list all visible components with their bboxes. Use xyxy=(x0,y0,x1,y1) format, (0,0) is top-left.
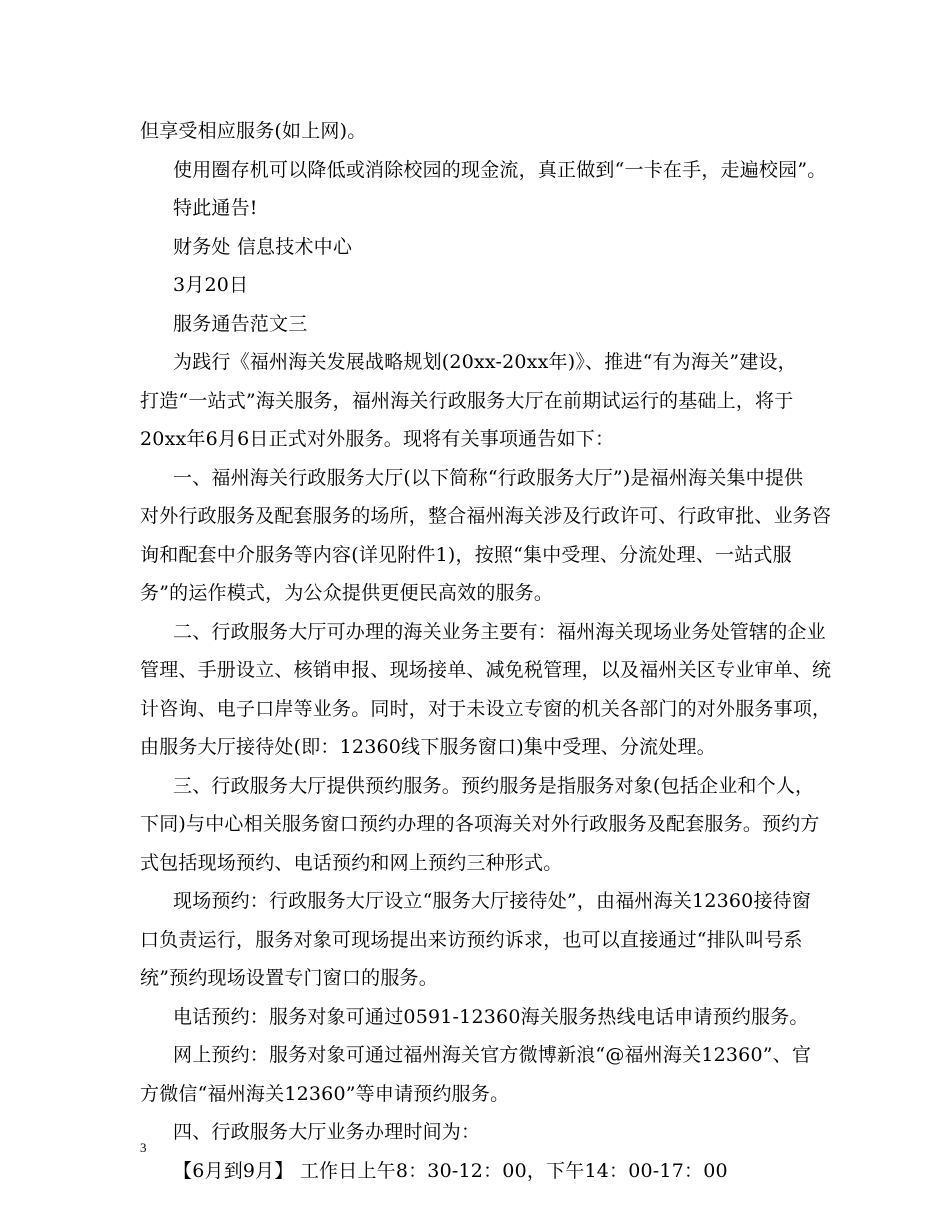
document-body xyxy=(140,112,832,1190)
section-title: 服务通告范文三 xyxy=(173,312,308,335)
text-line: 20xx年6月6日正式对外服务。现将有关事项通告如下： xyxy=(140,428,615,450)
text-line: 由服务大厅接待处(即：12360线下服务窗口)集中受理、分流处理。 xyxy=(140,736,716,758)
text-line: 二、行政服务大厅可办理的海关业务主要有：福州海关现场业务处管辖的企业 xyxy=(173,620,826,643)
text-line: 为践行《福州海关发展战略规划(20xx-20xx年)》、推进“有为海关”建设， xyxy=(173,351,797,373)
text-line: 式包括现场预约、电话预约和网上预约三种形式。 xyxy=(140,851,563,874)
text-line: 使用圈存机可以降低或消除校园的现金流，真正做到“一卡在手，走遍校园”。 xyxy=(173,158,827,181)
text-line: 财务处 信息技术中心 xyxy=(173,235,353,258)
text-line: 现场预约：行政服务大厅设立“服务大厅接待处”，由福州海关12360接待窗 xyxy=(173,890,812,912)
text-line: 统”预约现场设置专门窗口的服务。 xyxy=(140,967,438,989)
text-line: 口负责运行，服务对象可现场提出来访预约诉求，也可以直接通过“排队叫号系 xyxy=(140,928,803,951)
text-line: 电话预约：服务对象可通过0591-12360海关服务热线电话申请预约服务。 xyxy=(173,1005,809,1028)
text-line: 3月20日 xyxy=(173,274,249,296)
text-line: 三、行政服务大厅提供预约服务。预约服务是指服务对象(包括企业和个人， xyxy=(173,774,815,797)
text-line: 网上预约：服务对象可通过福州海关官方微博新浪“@福州海关12360”、官 xyxy=(173,1044,812,1066)
page-number: 3 xyxy=(140,1140,147,1155)
text-line: 询和配套中介服务等内容(详见附件1)，按照“集中受理、分流处理、一站式服 xyxy=(140,543,792,566)
text-line: 但享受相应服务(如上网)。 xyxy=(140,120,367,142)
text-line: 打造“一站式”海关服务，福州海关行政服务大厅在前期试运行的基础上，将于 xyxy=(140,389,794,412)
text-line: 对外行政服务及配套服务的场所，整合福州海关涉及行政许可、行政审批、业务咨 xyxy=(140,505,832,527)
text-line: 【6月到9月】 工作日上午8：30-12：00，下午14：00-17：00 xyxy=(173,1159,728,1182)
text-line: 计咨询、电子口岸等业务。同时，对于未设立专窗的机关各部门的对外服务事项， xyxy=(140,697,832,720)
text-line: 管理、手册设立、核销申报、现场接单、减免税管理，以及福州关区专业审单、统 xyxy=(140,659,832,681)
text-line: 务”的运作模式，为公众提供更便民高效的服务。 xyxy=(140,582,554,604)
text-line: 一、福州海关行政服务大厅(以下简称“行政服务大厅”)是福州海关集中提供 xyxy=(173,466,804,489)
text-line: 特此通告! xyxy=(173,197,258,219)
text-line: 四、行政服务大厅业务办理时间为： xyxy=(173,1121,481,1143)
text-line: 方微信“福州海关12360”等申请预约服务。 xyxy=(140,1082,510,1105)
text-line: 下同)与中心相关服务窗口预约办理的各项海关对外行政服务及配套服务。预约方 xyxy=(140,813,820,835)
